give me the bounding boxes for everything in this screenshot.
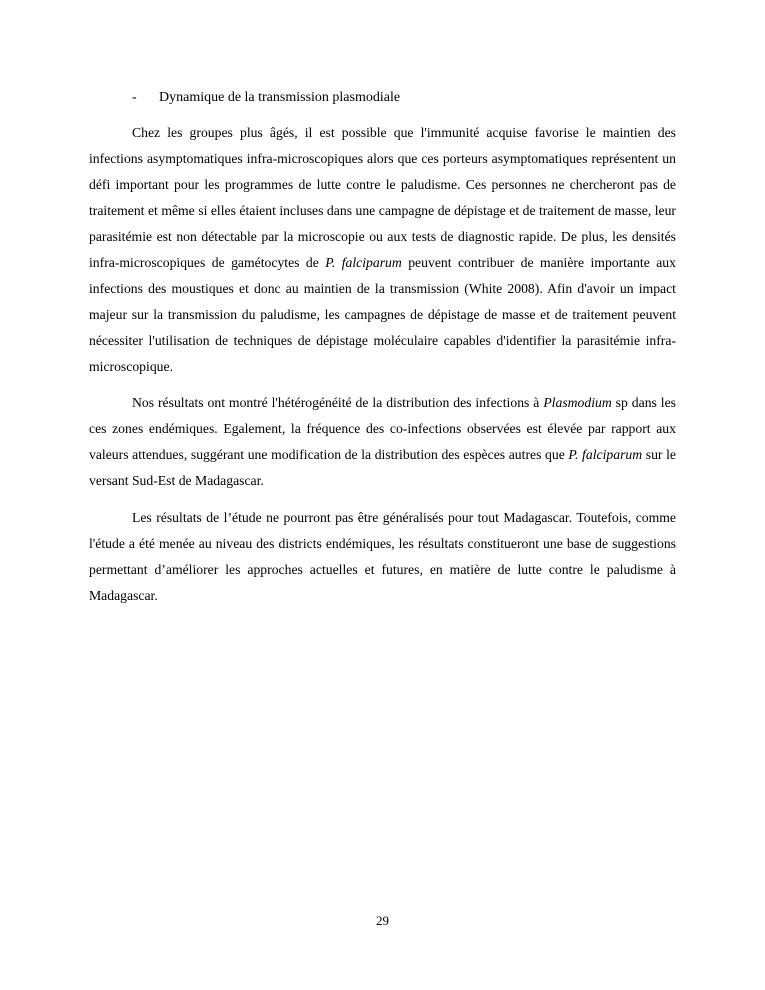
paragraph-text: Nos résultats ont montré l'hétérogénéité de la distribution des infections à [132, 395, 544, 410]
page-number: 29 [376, 913, 389, 928]
bullet-dash: - [132, 90, 137, 105]
paragraph-text: Les résultats de l’étude ne pourront pas être généralisés pour tout Madagascar. Toutefois, comme l'étude a été menée au niveau des districts endémiques, les résultats constitueront une base de suggestions permettant d’améliorer les approches actuelles et futures, en matière de lutte contre le paludisme à Madagascar. [89, 510, 676, 603]
section-heading-text: Dynamique de la transmission plasmodiale [159, 90, 401, 105]
species-name: P. falciparum [325, 255, 402, 270]
paragraph-text: sur le versant Sud-Est de Madagascar. [89, 447, 676, 488]
paragraph-immunity [89, 120, 676, 380]
species-name: P. falciparum [568, 447, 643, 462]
paragraph-results [89, 390, 676, 494]
paragraph-text: sp dans les ces zones endémiques. Egalement, la fréquence des co-infections observées est élevée par rapport aux valeurs attendues, suggérant une modification de la distribution des espèces autres que [89, 395, 676, 462]
section-heading [132, 88, 400, 108]
genus-name: Plasmodium [543, 395, 612, 410]
paragraph-text: Chez les groupes plus âgés, il est possible que l'immunité acquise favorise le maintien des infections asymptomatiques infra-microscopiques alors que ces porteurs asymptomatiques représentent un défi important pour les programmes de lutte contre le paludisme. Ces personnes ne chercheront pas de traitement et même si elles étaient incluses dans une campagne de dépistage et de traitement de masse, leur parasitémie est non détectable par la microscopie ou aux tests de diagnostic rapide. De plus, les densités infra-microscopiques de gamétocytes de [89, 125, 676, 270]
paragraph-generalization [89, 505, 676, 609]
paragraph-text: peuvent contribuer de manière importante aux infections des moustiques et donc au maintien de la transmission (White 2008). Afin d'avoir un impact majeur sur la transmission du paludisme, les campagnes de dépistage de masse et de traitement peuvent nécessiter l'utilisation de techniques de dépistage moléculaire capables d'identifier la parasitémie infra-microscopique. [89, 255, 676, 374]
